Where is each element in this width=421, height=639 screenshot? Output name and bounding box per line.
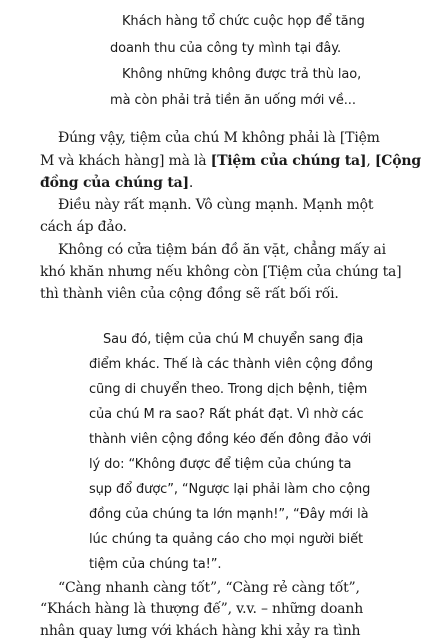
- quote-mid-line-3: cũng di chuyển theo. Trong dịch bệnh, tiệm: [89, 382, 368, 397]
- quote-mid-line-2: điểm khác. Thế là các thành viên cộng đồng: [89, 357, 374, 372]
- emphasis-cong: [Cộng: [374, 153, 421, 169]
- body-para4-line-1: “Càng nhanh càng tốt”, “Càng rẻ càng tốt”,: [58, 580, 360, 596]
- quote-top-line-1: Khách hàng tổ chức cuộc họp để tăng: [122, 14, 365, 29]
- quote-top-line-4: mà còn phải trả tiền ăn uống mới về...: [110, 93, 356, 108]
- body-para4-line-2: “Khách hàng là thượng đế”, v.v. – những doanh: [40, 601, 364, 617]
- body-para4-line-3: nhân quay lưng với khách hàng khi xảy ra tình: [40, 623, 361, 639]
- quote-mid-line-9: lúc chúng ta quảng cáo cho mọi người biết: [89, 532, 363, 547]
- quote-mid-line-8: đồng của chúng ta lớn mạnh!”, “Đây mới là: [89, 507, 369, 522]
- body-para3-line-2: khó khăn nhưng nếu không còn [Tiệm của chúng ta]: [40, 264, 402, 280]
- body-para1-text: M và khách hàng] mà là: [40, 153, 211, 169]
- quote-mid-line-6: lý do: “Không được để tiệm của chúng ta: [89, 457, 352, 472]
- body-para1-line-3: [40, 175, 193, 191]
- emphasis-dong-cua-chung-ta: đồng của chúng ta]: [40, 175, 189, 191]
- quote-mid-line-7: sụp đổ được”, “Ngược lại phải làm cho cộng: [89, 482, 371, 497]
- quote-mid-line-10: tiệm của chúng ta!”.: [89, 557, 222, 572]
- body-para1-line-2: [40, 153, 421, 169]
- quote-top-line-2: doanh thu của công ty mình tại đây.: [110, 41, 342, 56]
- quote-mid-line-4: của chú M ra sao? Rất phát đạt. Vì nhờ các: [89, 407, 364, 422]
- quote-top-line-3: Không những không được trả thù lao,: [122, 67, 362, 82]
- body-para3-line-3: thì thành viên của cộng đồng sẽ rất bối rối.: [40, 286, 339, 302]
- body-para1-end: .: [188, 175, 194, 191]
- body-para1-sep: ,: [366, 153, 375, 169]
- emphasis-tiem-cua-chung-ta: [Tiệm của chúng ta]: [210, 153, 367, 169]
- body-para3-line-1: Không có cửa tiệm bán đồ ăn vặt, chẳng mấy ai: [58, 242, 386, 258]
- body-para2-line-1: Điều này rất mạnh. Vô cùng mạnh. Mạnh một: [58, 197, 374, 213]
- quote-mid-line-5: thành viên cộng đồng kéo đến đông đảo với: [89, 432, 372, 447]
- body-para2-line-2: cách áp đảo.: [40, 219, 127, 235]
- quote-mid-line-1: Sau đó, tiệm của chú M chuyển sang địa: [103, 332, 364, 347]
- body-para1-line-1: Đúng vậy, tiệm của chú M không phải là [Tiệm: [58, 130, 380, 146]
